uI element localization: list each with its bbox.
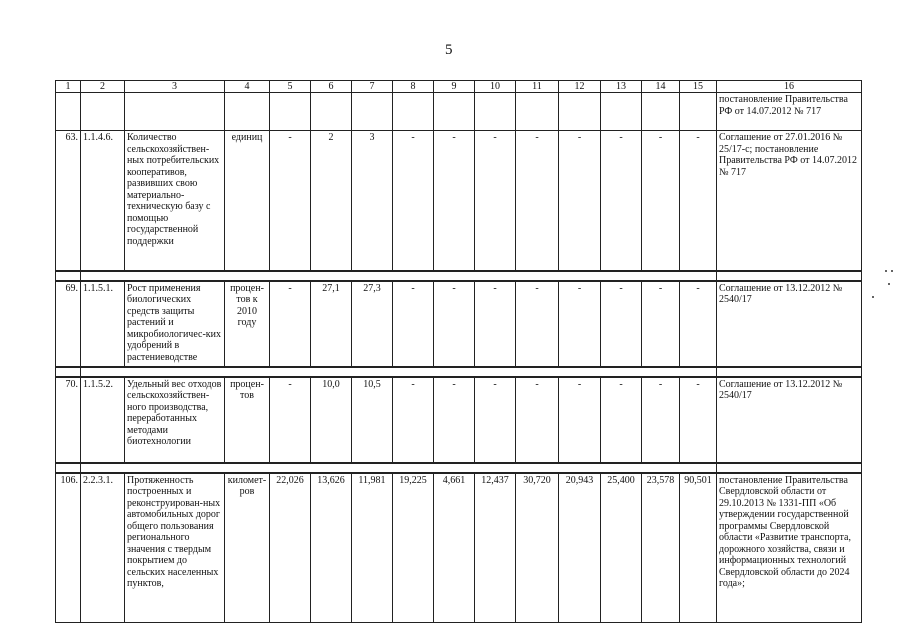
separator-cell (56, 367, 81, 377)
value-cell: - (434, 281, 475, 367)
value-cell: 27,1 (311, 281, 352, 367)
basis-cell: Соглашение от 13.12.2012 № 2540/17 (717, 281, 862, 367)
header-cell: 9 (434, 81, 475, 93)
value-cell: - (270, 281, 311, 367)
value-cell: - (434, 131, 475, 271)
table-row (56, 131, 862, 271)
separator-cell (225, 271, 270, 281)
empty-cell (434, 93, 475, 131)
header-cell: 4 (225, 81, 270, 93)
header-cell: 10 (475, 81, 516, 93)
separator-cell (717, 463, 862, 473)
separator-cell (56, 271, 81, 281)
value-cell: - (475, 131, 516, 271)
value-cell: - (559, 377, 601, 463)
value-cell: - (270, 377, 311, 463)
separator-cell (225, 367, 270, 377)
empty-cell (81, 93, 125, 131)
empty-cell (516, 93, 559, 131)
separator-cell (393, 271, 434, 281)
value-cell: 3 (352, 131, 393, 271)
row-code: 1.1.5.2. (81, 377, 125, 463)
row-separator (56, 463, 862, 473)
header-cell: 2 (81, 81, 125, 93)
table-row (56, 377, 862, 463)
row-number: 63. (56, 131, 81, 271)
row-separator (56, 271, 862, 281)
separator-cell (311, 271, 352, 281)
header-cell: 5 (270, 81, 311, 93)
separator-cell (680, 463, 717, 473)
separator-cell (352, 271, 393, 281)
header-cell: 12 (559, 81, 601, 93)
row-number: 69. (56, 281, 81, 367)
row-code: 1.1.5.1. (81, 281, 125, 367)
empty-cell (559, 93, 601, 131)
separator-cell (516, 367, 559, 377)
separator-cell (717, 271, 862, 281)
scan-speck (888, 283, 890, 285)
continuation-row (56, 93, 862, 131)
value-cell: - (642, 131, 680, 271)
table-row (56, 281, 862, 367)
separator-cell (434, 271, 475, 281)
separator-cell (270, 367, 311, 377)
empty-cell (352, 93, 393, 131)
value-cell: 12,437 (475, 473, 516, 623)
separator-cell (642, 367, 680, 377)
value-cell: - (680, 131, 717, 271)
header-cell: 1 (56, 81, 81, 93)
empty-cell (225, 93, 270, 131)
separator-cell (393, 367, 434, 377)
value-cell: 13,626 (311, 473, 352, 623)
indicator-name: Рост применения биологических средств защиты растений и микробиологичес-ких удобрений в растениеводстве (125, 281, 225, 367)
value-cell: 30,720 (516, 473, 559, 623)
separator-cell (516, 271, 559, 281)
separator-cell (270, 463, 311, 473)
value-cell: - (270, 131, 311, 271)
separator-cell (81, 367, 125, 377)
value-cell: 4,661 (434, 473, 475, 623)
separator-cell (125, 367, 225, 377)
header-cell: 6 (311, 81, 352, 93)
value-cell: - (393, 131, 434, 271)
value-cell: 22,026 (270, 473, 311, 623)
value-cell: - (434, 377, 475, 463)
value-cell: - (516, 377, 559, 463)
value-cell: - (393, 281, 434, 367)
basis-cell: Соглашение от 13.12.2012 № 2540/17 (717, 377, 862, 463)
value-cell: - (601, 131, 642, 271)
value-cell: 20,943 (559, 473, 601, 623)
separator-cell (717, 367, 862, 377)
separator-cell (311, 463, 352, 473)
value-cell: - (559, 131, 601, 271)
separator-cell (434, 463, 475, 473)
value-cell: - (516, 281, 559, 367)
header-cell: 13 (601, 81, 642, 93)
separator-cell (393, 463, 434, 473)
value-cell: - (642, 281, 680, 367)
empty-cell (393, 93, 434, 131)
separator-cell (559, 367, 601, 377)
separator-cell (475, 367, 516, 377)
header-cell: 3 (125, 81, 225, 93)
separator-cell (311, 367, 352, 377)
value-cell: 10,0 (311, 377, 352, 463)
basis-cell: Соглашение от 27.01.2016 № 25/17-с; постановление Правительства РФ от 14.07.2012 № 717 (717, 131, 862, 271)
indicator-name: Удельный вес отходов сельскохозяйствен-ного производства, переработанных методами биотехнологии (125, 377, 225, 463)
header-cell: 11 (516, 81, 559, 93)
value-cell: 25,400 (601, 473, 642, 623)
value-cell: 23,578 (642, 473, 680, 623)
separator-cell (516, 463, 559, 473)
table-row (56, 473, 862, 623)
separator-cell (601, 463, 642, 473)
unit-cell: процен-тов к 2010 году (225, 281, 270, 367)
scan-speck (885, 270, 887, 272)
basis-cell: постановление Правительства РФ от 14.07.2012 № 717 (717, 93, 862, 131)
indicator-name: Количество сельскохозяйствен-ных потребительских кооперативов, развивших свою материально-техническую базу с помощью государственной поддержки (125, 131, 225, 271)
separator-cell (56, 463, 81, 473)
row-code: 2.2.3.1. (81, 473, 125, 623)
header-cell: 16 (717, 81, 862, 93)
unit-cell: единиц (225, 131, 270, 271)
value-cell: - (393, 377, 434, 463)
separator-cell (125, 463, 225, 473)
header-cell: 15 (680, 81, 717, 93)
header-cell: 8 (393, 81, 434, 93)
separator-cell (81, 463, 125, 473)
scan-speck (872, 296, 874, 298)
separator-cell (559, 463, 601, 473)
separator-cell (434, 367, 475, 377)
column-number-header (56, 81, 862, 93)
basis-cell: постановление Правительства Свердловской области от 29.10.2013 № 1331-ПП «Об утверждении государственной программы Свердловской области «Развитие транспорта, дорожного хозяйства, связи и информационных технологий Свердловской области до 2024 года»; (717, 473, 862, 623)
indicator-name: Протяженность построенных и реконструирован-ных автомобильных дорог общего пользования регионального значения с твердым покрытием до сельских населенных пунктов, (125, 473, 225, 623)
row-number: 70. (56, 377, 81, 463)
row-code: 1.1.4.6. (81, 131, 125, 271)
separator-cell (601, 367, 642, 377)
empty-cell (56, 93, 81, 131)
separator-cell (601, 271, 642, 281)
separator-cell (352, 463, 393, 473)
unit-cell: километ-ров (225, 473, 270, 623)
value-cell: 11,981 (352, 473, 393, 623)
value-cell: 27,3 (352, 281, 393, 367)
indicators-table (55, 80, 862, 623)
row-number: 106. (56, 473, 81, 623)
value-cell: - (516, 131, 559, 271)
separator-cell (475, 463, 516, 473)
value-cell: - (475, 377, 516, 463)
value-cell: 19,225 (393, 473, 434, 623)
value-cell: - (475, 281, 516, 367)
separator-cell (642, 271, 680, 281)
empty-cell (475, 93, 516, 131)
value-cell: 10,5 (352, 377, 393, 463)
value-cell: - (680, 377, 717, 463)
separator-cell (81, 271, 125, 281)
separator-cell (225, 463, 270, 473)
value-cell: - (601, 377, 642, 463)
value-cell: 90,501 (680, 473, 717, 623)
page-number: 5 (445, 42, 453, 58)
empty-cell (125, 93, 225, 131)
empty-cell (270, 93, 311, 131)
value-cell: - (601, 281, 642, 367)
separator-cell (475, 271, 516, 281)
separator-cell (125, 271, 225, 281)
empty-cell (680, 93, 717, 131)
separator-cell (642, 463, 680, 473)
separator-cell (270, 271, 311, 281)
value-cell: - (642, 377, 680, 463)
header-cell: 7 (352, 81, 393, 93)
separator-cell (680, 271, 717, 281)
scan-speck (891, 270, 893, 272)
empty-cell (601, 93, 642, 131)
value-cell: - (680, 281, 717, 367)
value-cell: 2 (311, 131, 352, 271)
row-separator (56, 367, 862, 377)
value-cell: - (559, 281, 601, 367)
empty-cell (311, 93, 352, 131)
separator-cell (559, 271, 601, 281)
unit-cell: процен-тов (225, 377, 270, 463)
empty-cell (642, 93, 680, 131)
header-cell: 14 (642, 81, 680, 93)
separator-cell (352, 367, 393, 377)
separator-cell (680, 367, 717, 377)
